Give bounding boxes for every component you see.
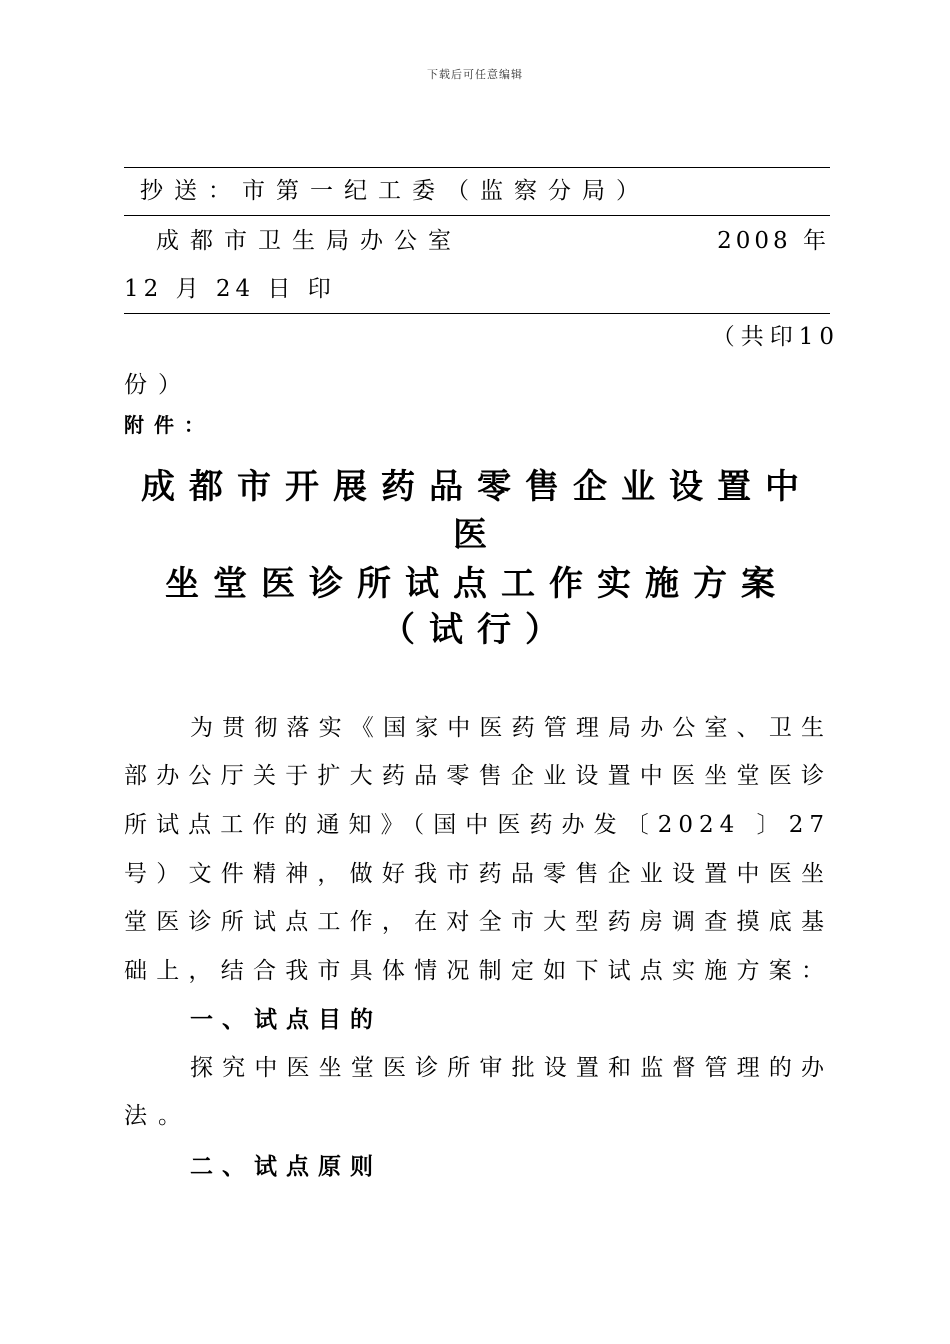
intro-line-4: 号）文件精神，做好我市药品零售企业设置中医坐 (124, 861, 830, 887)
middle-rule (124, 215, 830, 216)
issue-year: 2008 年 (717, 228, 830, 254)
document-title-line-4: （试行） (381, 610, 573, 650)
section-2-heading: 二、试点原则 (190, 1153, 382, 1180)
copies-count-end: 份） (124, 372, 192, 398)
section-1-line-1: 探究中医坐堂医诊所审批设置和监督管理的办 (190, 1055, 830, 1081)
intro-line-1: 为贯彻落实《国家中医药管理局办公室、卫生 (190, 715, 830, 741)
intro-line-2: 部办公厅关于扩大药品零售企业设置中医坐堂医诊 (124, 763, 830, 789)
cc-line: 抄送：市第一纪工委（监察分局） (140, 178, 650, 204)
issuer-office: 成都市卫生局办公室 (156, 228, 462, 254)
attachment-label: 附件： (124, 413, 214, 437)
intro-line-3: 所试点工作的通知》（国中医药办发〔2024 〕27 (124, 812, 830, 838)
top-rule (124, 167, 830, 168)
section-1-heading: 一、试点目的 (190, 1006, 382, 1033)
intro-line-6: 础上，结合我市具体情况制定如下试点实施方案： (124, 958, 830, 984)
issue-date: 12 月 24 日 印 (124, 276, 336, 302)
section-1-line-2: 法。 (124, 1103, 192, 1129)
intro-line-5: 堂医诊所试点工作，在对全市大型药房调查摸底基 (124, 909, 830, 935)
document-title-line-2: 医 (453, 515, 501, 555)
copies-count: （共印10 (711, 324, 840, 350)
document-title-line-3: 坐堂医诊所试点工作实施方案 (165, 564, 789, 604)
bottom-rule (124, 313, 830, 314)
header-note: 下载后可任意编辑 (427, 68, 523, 81)
document-title-line-1: 成都市开展药品零售企业设置中 (141, 467, 813, 507)
